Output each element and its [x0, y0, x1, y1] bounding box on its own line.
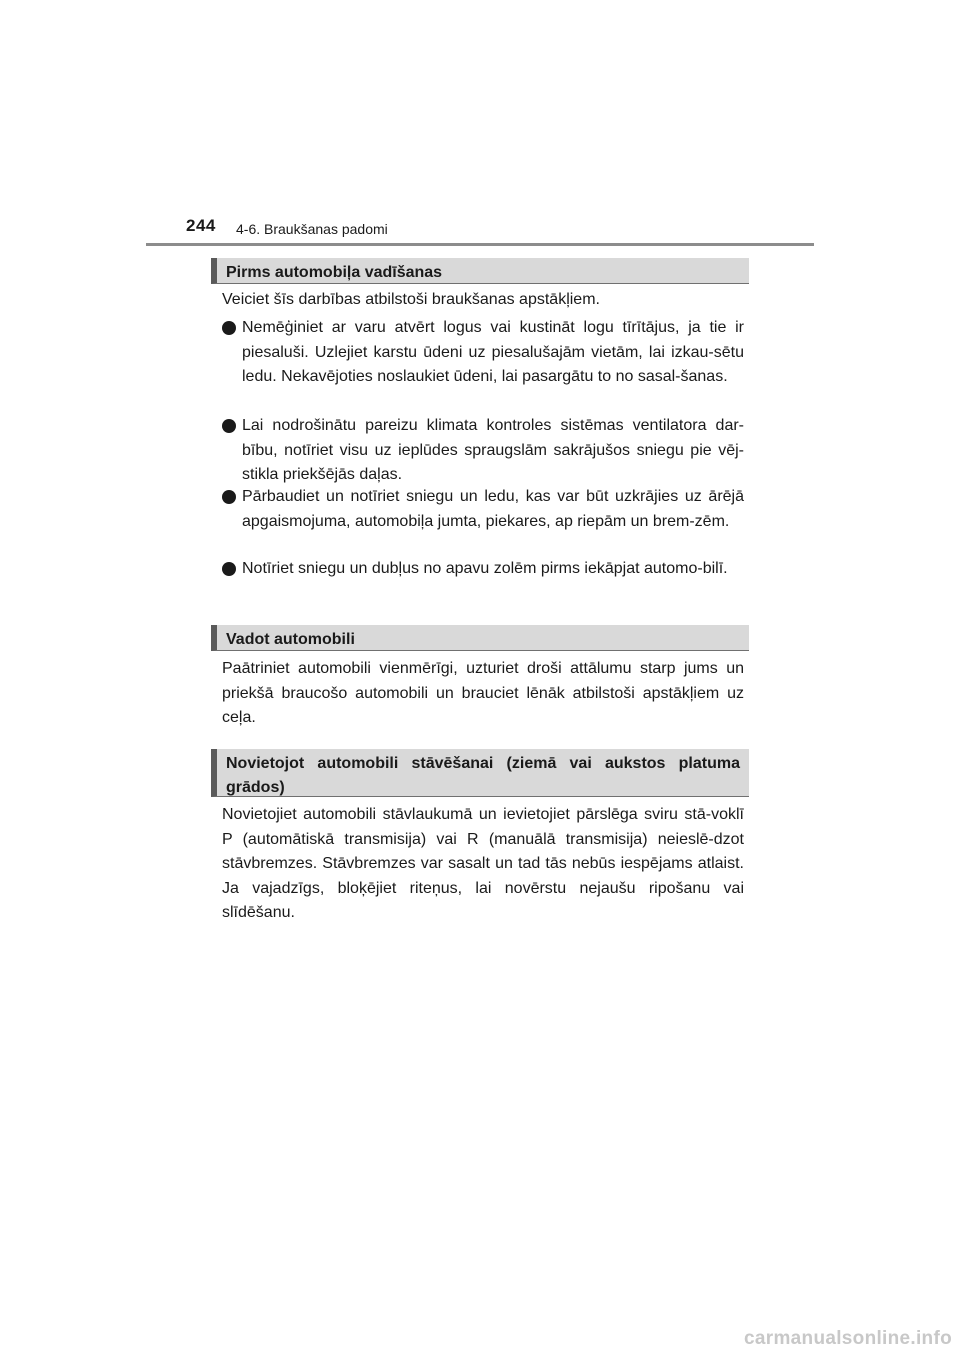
section-body: Novietojiet automobili stāvlaukumā un ievietojiet pārslēga sviru stā-voklī P (automātiskā transmisija) vai R (manuālā transmisija) neieslē-dzot stāvbremzes. Stāvbremzes var sasalt un tad tās nebūs iespējams atlaist. Ja vajadzīgs, bloķējiet riteņus, lai novērstu nejaušu ripošanu vai slīdēšanu.: [222, 806, 744, 921]
bullet-item: [222, 557, 744, 582]
section-intro: Veiciet šīs darbības atbilstoši braukšanas apstākļiem.: [222, 291, 600, 308]
section-heading-while-driving: Vadot automobili: [211, 625, 749, 651]
page-number: 244: [186, 216, 216, 235]
bullet-item: [222, 485, 744, 534]
watermark: carmanualsonline.info: [744, 1328, 952, 1349]
bullet-dot-icon: [222, 321, 236, 335]
chapter-title: 4-6. Braukšanas padomi: [236, 221, 388, 237]
bullet-text: Lai nodrošinātu pareizu klimata kontroles sistēmas ventilatora dar-bību, notīriet visu uz ieplūdes spraugslām sakrājušos sniegu pie vēj-stikla priekšējās daļas.: [242, 417, 744, 483]
section-heading-parking-winter: Novietojot automobili stāvēšanai (ziemā vai aukstos platuma grādos): [211, 749, 749, 797]
header-rule: [146, 243, 814, 246]
bullet-text: Notīriet sniegu un dubļus no apavu zolēm pirms iekāpjat automo-bilī.: [242, 560, 728, 577]
bullet-item: [222, 316, 744, 390]
bullet-text: Nemēģiniet ar varu atvērt logus vai kustināt logu tīrītājus, ja tie ir piesaluši. Uzlejiet karstu ūdeni uz piesalušajām vietām, lai izkau-sētu ledu. Nekavējoties noslaukiet ūdeni, lai pasargātu to no sasal-šanas.: [242, 319, 744, 385]
section-heading-before-driving: Pirms automobiļa vadīšanas: [211, 258, 749, 284]
section-body: Paātriniet automobili vienmērīgi, uzturiet droši attālumu starp jums un priekšā braucošo automobili un brauciet lēnāk atbilstoši apstākļiem uz ceļa.: [222, 660, 744, 726]
bullet-dot-icon: [222, 490, 236, 504]
bullet-dot-icon: [222, 419, 236, 433]
bullet-dot-icon: [222, 562, 236, 576]
bullet-item: [222, 414, 744, 488]
bullet-text: Pārbaudiet un notīriet sniegu un ledu, kas var būt uzkrājies uz ārējā apgaismojuma, automobiļa jumta, piekares, ap riepām un brem-zēm.: [242, 488, 744, 530]
